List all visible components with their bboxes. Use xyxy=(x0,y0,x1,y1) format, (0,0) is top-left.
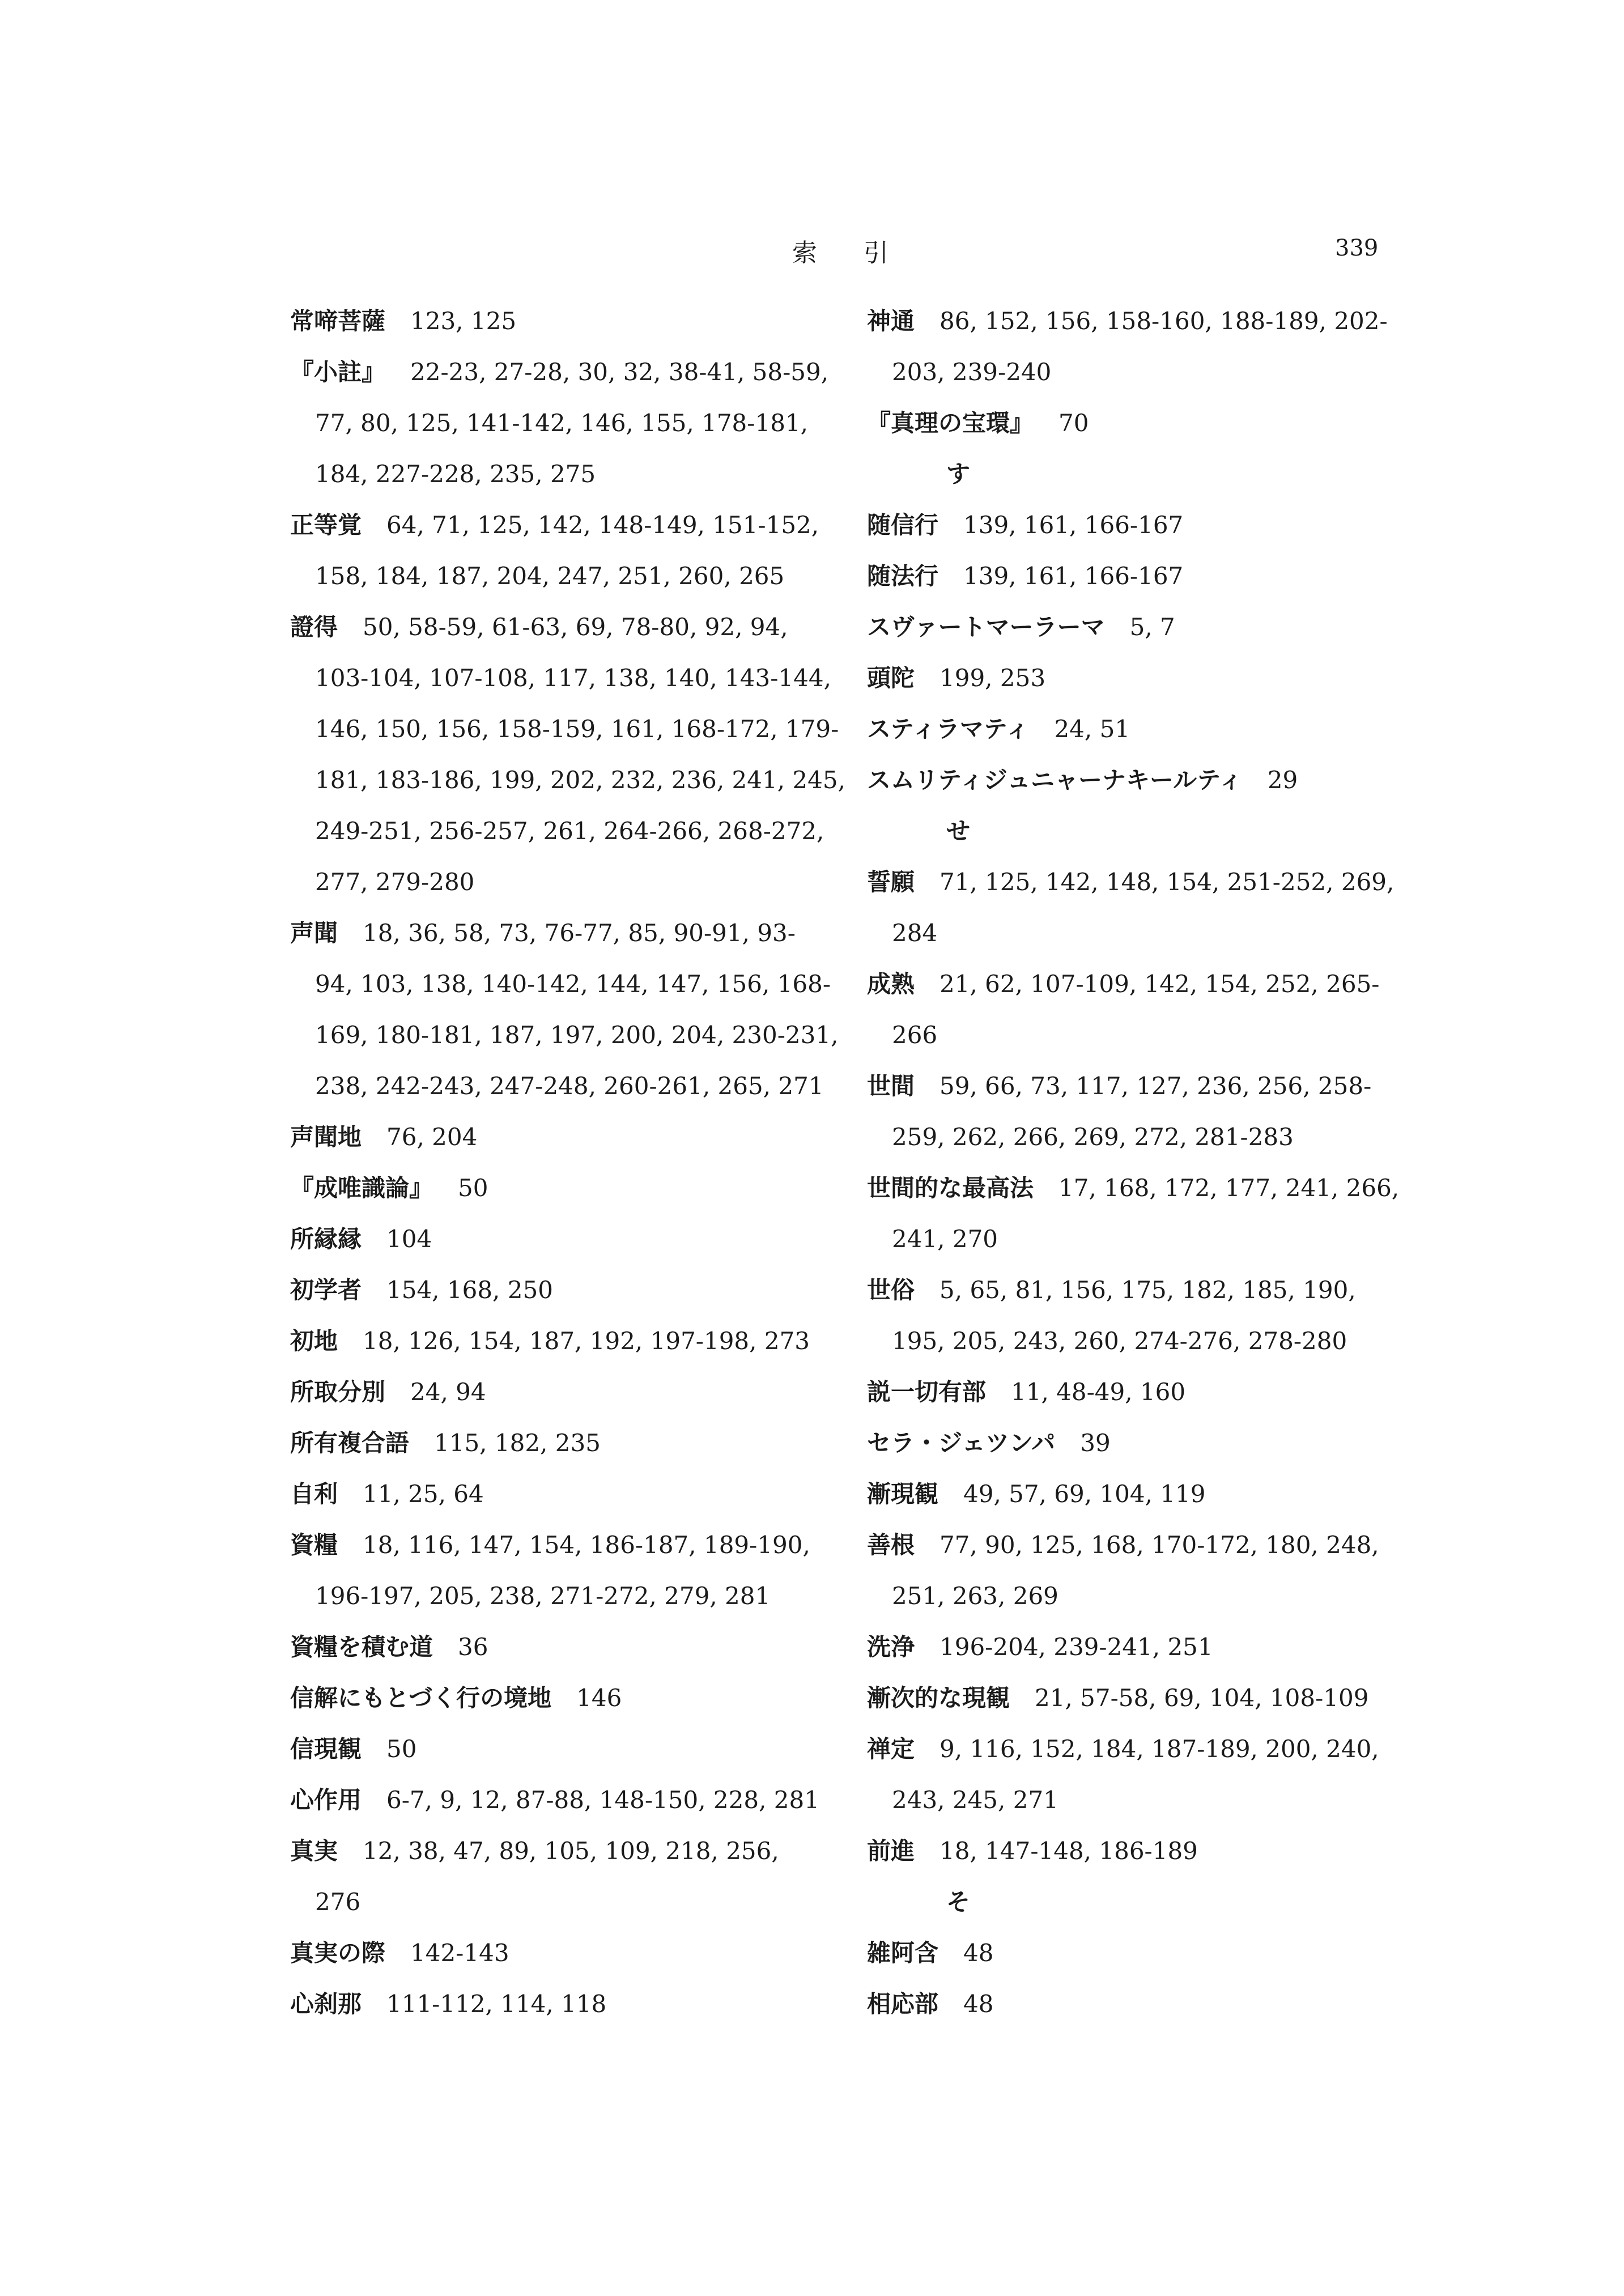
index-entry xyxy=(867,551,1411,602)
index-entry xyxy=(290,1367,834,1418)
index-entry xyxy=(290,1520,834,1571)
index-page-refs: 139, 161, 166-167 xyxy=(963,562,1184,590)
index-term: 心作用 xyxy=(290,1786,362,1814)
index-entry-continuation xyxy=(290,398,834,449)
index-entry xyxy=(867,704,1411,755)
index-entry xyxy=(290,1265,834,1316)
index-page-refs: 22-23, 27-28, 30, 32, 38-41, 58-59, xyxy=(410,358,829,386)
index-page-refs: 5, 65, 81, 156, 175, 182, 185, 190, xyxy=(939,1276,1356,1304)
index-entry-continuation xyxy=(867,347,1411,398)
index-page-refs: 76, 204 xyxy=(386,1123,478,1151)
index-page-refs: 146, 150, 156, 158-159, 161, 168-172, 179- xyxy=(315,715,839,743)
index-entry xyxy=(290,1673,834,1724)
index-entry xyxy=(867,602,1411,653)
index-term: 漸現観 xyxy=(867,1480,939,1508)
index-page-refs: 77, 80, 125, 141-142, 146, 155, 178-181, xyxy=(315,409,808,437)
index-page-refs: 196-204, 239-241, 251 xyxy=(939,1633,1213,1661)
index-page-refs: 142-143 xyxy=(410,1939,509,1967)
index-term: 誓願 xyxy=(867,868,915,896)
index-entry xyxy=(867,1469,1411,1520)
index-term: 心刹那 xyxy=(290,1990,362,2018)
index-page-refs: 238, 242-243, 247-248, 260-261, 265, 271 xyxy=(315,1072,824,1100)
index-term: 漸次的な現観 xyxy=(867,1684,1010,1712)
index-page-refs: 48 xyxy=(963,1939,994,1967)
index-entry-continuation xyxy=(290,1061,834,1112)
index-entry xyxy=(867,653,1411,704)
index-entry-continuation xyxy=(290,806,834,857)
index-page-refs: 39 xyxy=(1080,1429,1111,1457)
index-entry xyxy=(867,755,1411,806)
index-page-refs: 50 xyxy=(458,1174,488,1202)
index-term: 所有複合語 xyxy=(290,1429,410,1457)
kana-section-heading: せ xyxy=(946,817,971,845)
index-entry xyxy=(867,1979,1411,2030)
index-term: 成熟 xyxy=(867,970,915,998)
index-term: 資糧 xyxy=(290,1531,338,1559)
index-page-refs: 154, 168, 250 xyxy=(386,1276,553,1304)
index-page-refs: 59, 66, 73, 117, 127, 236, 256, 258- xyxy=(939,1072,1372,1100)
index-page-refs: 203, 239-240 xyxy=(892,358,1052,386)
index-term: 声聞地 xyxy=(290,1123,362,1151)
index-entry xyxy=(290,500,834,551)
index-entry xyxy=(867,296,1411,347)
index-entry-continuation xyxy=(867,1775,1411,1826)
index-term: 頭陀 xyxy=(867,664,915,692)
index-term: セラ・ジェツンパ xyxy=(867,1429,1056,1457)
index-term: 『真理の宝環』 xyxy=(867,409,1034,437)
index-page-refs: 276 xyxy=(315,1888,361,1916)
index-entry-continuation xyxy=(290,704,839,755)
index-page-refs: 195, 205, 243, 260, 274-276, 278-280 xyxy=(892,1327,1347,1355)
index-entry xyxy=(867,857,1411,908)
index-page-refs: 77, 90, 125, 168, 170-172, 180, 248, xyxy=(939,1531,1379,1559)
running-header-title: 索引 xyxy=(792,239,935,267)
index-term: 常啼菩薩 xyxy=(290,307,386,335)
index-page-refs: 243, 245, 271 xyxy=(892,1786,1058,1814)
index-entry xyxy=(290,1163,834,1214)
index-term: スティラマティ xyxy=(867,715,1030,743)
index-entry xyxy=(290,1928,834,1979)
index-page-refs: 111-112, 114, 118 xyxy=(386,1990,607,2018)
index-term: 随法行 xyxy=(867,562,939,590)
index-page-refs: 158, 184, 187, 204, 247, 251, 260, 265 xyxy=(315,562,785,590)
index-entry xyxy=(867,1265,1411,1316)
index-page-refs: 94, 103, 138, 140-142, 144, 147, 156, 168- xyxy=(315,970,831,998)
index-page-refs: 24, 94 xyxy=(410,1378,486,1406)
index-page-refs: 123, 125 xyxy=(410,307,517,335)
index-term: 真実の際 xyxy=(290,1939,386,1967)
index-term: 信解にもとづく行の境地 xyxy=(290,1684,552,1712)
index-entry xyxy=(867,959,1411,1010)
index-term: 神通 xyxy=(867,307,915,335)
index-column-right xyxy=(867,296,1411,2030)
index-entry xyxy=(290,1112,834,1163)
index-entry-continuation xyxy=(867,1571,1411,1622)
index-entry xyxy=(867,398,1411,449)
index-column-left xyxy=(290,296,845,2030)
index-entry xyxy=(867,1520,1411,1571)
index-page-refs: 36 xyxy=(458,1633,488,1661)
index-term: 世間的な最高法 xyxy=(867,1174,1034,1202)
index-page-refs: 103-104, 107-108, 117, 138, 140, 143-144, xyxy=(315,664,831,692)
index-term: 所取分別 xyxy=(290,1378,386,1406)
index-term: 相応部 xyxy=(867,1990,939,2018)
index-page-refs: 29 xyxy=(1267,766,1298,794)
index-entry xyxy=(290,1316,834,1367)
index-page-refs: 184, 227-228, 235, 275 xyxy=(315,460,596,488)
index-entry xyxy=(290,1826,834,1877)
index-entry xyxy=(867,1061,1411,1112)
index-term: 世間 xyxy=(867,1072,915,1100)
index-entry-continuation xyxy=(290,449,834,500)
index-entry xyxy=(867,1928,1411,1979)
index-entry xyxy=(867,1418,1411,1469)
index-term: 正等覚 xyxy=(290,511,362,539)
index-entry xyxy=(290,1724,834,1775)
index-page-refs: 249-251, 256-257, 261, 264-266, 268-272, xyxy=(315,817,824,845)
index-entry xyxy=(867,1367,1411,1418)
index-page-refs: 49, 57, 69, 104, 119 xyxy=(963,1480,1206,1508)
index-page-refs: 277, 279-280 xyxy=(315,868,475,896)
index-entry-continuation xyxy=(290,1877,834,1928)
index-entry xyxy=(867,1826,1411,1877)
index-page-refs: 18, 126, 154, 187, 192, 197-198, 273 xyxy=(363,1327,810,1355)
index-page-refs: 251, 263, 269 xyxy=(892,1582,1058,1610)
index-entry xyxy=(290,1214,834,1265)
index-page-refs: 241, 270 xyxy=(892,1225,998,1253)
index-entry-continuation xyxy=(867,1214,1411,1265)
index-entry-continuation xyxy=(290,653,834,704)
index-entry-continuation xyxy=(867,1010,1411,1061)
index-page-refs: 21, 57-58, 69, 104, 108-109 xyxy=(1035,1684,1369,1712)
index-term: 禅定 xyxy=(867,1735,915,1763)
index-page-refs: 48 xyxy=(963,1990,994,2018)
index-entry-continuation xyxy=(290,1010,839,1061)
index-page-refs: 6-7, 9, 12, 87-88, 148-150, 228, 281 xyxy=(386,1786,819,1814)
index-term: 善根 xyxy=(867,1531,915,1559)
index-page-refs: 17, 168, 172, 177, 241, 266, xyxy=(1058,1174,1400,1202)
index-entry xyxy=(290,347,834,398)
index-entry xyxy=(290,296,834,347)
index-term: スムリティジュニャーナキールティ xyxy=(867,766,1243,794)
index-entry-continuation xyxy=(290,959,834,1010)
index-entry xyxy=(290,1979,834,2030)
index-page-refs: 181, 183-186, 199, 202, 232, 236, 241, 245, xyxy=(315,766,845,794)
index-page-refs: 9, 116, 152, 184, 187-189, 200, 240, xyxy=(939,1735,1379,1763)
index-term: 声聞 xyxy=(290,919,338,947)
index-term: 随信行 xyxy=(867,511,939,539)
index-page-refs: 259, 262, 266, 269, 272, 281-283 xyxy=(892,1123,1294,1151)
index-page-refs: 104 xyxy=(386,1225,432,1253)
index-term: 説一切有部 xyxy=(867,1378,987,1406)
index-term: 『成唯識論』 xyxy=(290,1174,433,1202)
index-page-refs: 5, 7 xyxy=(1129,613,1175,641)
index-entry-continuation xyxy=(867,1316,1411,1367)
index-term: 資糧を積む道 xyxy=(290,1633,433,1661)
index-page-refs: 70 xyxy=(1058,409,1089,437)
index-page-refs: 115, 182, 235 xyxy=(434,1429,601,1457)
index-term: 所縁縁 xyxy=(290,1225,362,1253)
index-term: スヴァートマーラーマ xyxy=(867,613,1105,641)
index-term: 信現観 xyxy=(290,1735,362,1763)
index-term: 前進 xyxy=(867,1837,915,1865)
index-term: 證得 xyxy=(290,613,338,641)
index-term: 世俗 xyxy=(867,1276,915,1304)
index-entry xyxy=(290,908,834,959)
index-page-refs: 199, 253 xyxy=(939,664,1046,692)
index-page-refs: 12, 38, 47, 89, 105, 109, 218, 256, xyxy=(363,1837,779,1865)
index-entry xyxy=(290,1418,834,1469)
index-entry xyxy=(867,1724,1411,1775)
index-entry-continuation xyxy=(290,857,834,908)
index-page-refs: 64, 71, 125, 142, 148-149, 151-152, xyxy=(386,511,819,539)
index-entry-continuation xyxy=(290,1571,834,1622)
index-entry-continuation xyxy=(867,1112,1411,1163)
index-entry xyxy=(867,500,1411,551)
index-entry xyxy=(290,1622,834,1673)
index-page-refs: 11, 48-49, 160 xyxy=(1011,1378,1186,1406)
index-page-refs: 139, 161, 166-167 xyxy=(963,511,1184,539)
index-term: 雑阿含 xyxy=(867,1939,939,1967)
index-term: 真実 xyxy=(290,1837,338,1865)
index-entry-continuation xyxy=(290,551,834,602)
index-page-refs: 18, 147-148, 186-189 xyxy=(939,1837,1198,1865)
index-entry-continuation xyxy=(867,908,1411,959)
index-page-refs: 284 xyxy=(892,919,938,947)
index-entry xyxy=(290,602,834,653)
index-term: 洗浄 xyxy=(867,1633,915,1661)
index-entry xyxy=(867,1673,1411,1724)
index-page-refs: 71, 125, 142, 148, 154, 251-252, 269, xyxy=(939,868,1395,896)
index-term: 自利 xyxy=(290,1480,338,1508)
index-page-refs: 24, 51 xyxy=(1054,715,1130,743)
index-term: 『小註』 xyxy=(290,358,386,386)
kana-section-heading: す xyxy=(946,460,971,488)
index-entry xyxy=(290,1469,834,1520)
index-entry xyxy=(867,1622,1411,1673)
kana-section-heading: そ xyxy=(946,1888,971,1916)
index-entry xyxy=(867,1163,1411,1214)
index-page-refs: 11, 25, 64 xyxy=(363,1480,484,1508)
index-page-refs: 50 xyxy=(386,1735,417,1763)
index-term: 初学者 xyxy=(290,1276,362,1304)
index-page-refs: 21, 62, 107-109, 142, 154, 252, 265- xyxy=(939,970,1380,998)
index-page-refs: 266 xyxy=(892,1021,938,1049)
index-page-refs: 146 xyxy=(576,1684,622,1712)
index-page-refs: 18, 36, 58, 73, 76-77, 85, 90-91, 93- xyxy=(363,919,796,947)
index-page-refs: 196-197, 205, 238, 271-272, 279, 281 xyxy=(315,1582,771,1610)
index-page-refs: 18, 116, 147, 154, 186-187, 189-190, xyxy=(363,1531,810,1559)
index-page-refs: 86, 152, 156, 158-160, 188-189, 202- xyxy=(939,307,1388,335)
index-page-refs: 50, 58-59, 61-63, 69, 78-80, 92, 94, xyxy=(363,613,788,641)
page-number: 339 xyxy=(1335,235,1379,261)
index-term: 初地 xyxy=(290,1327,338,1355)
index-page-refs: 169, 180-181, 187, 197, 200, 204, 230-231, xyxy=(315,1021,839,1049)
index-entry-continuation xyxy=(290,755,845,806)
index-entry xyxy=(290,1775,834,1826)
